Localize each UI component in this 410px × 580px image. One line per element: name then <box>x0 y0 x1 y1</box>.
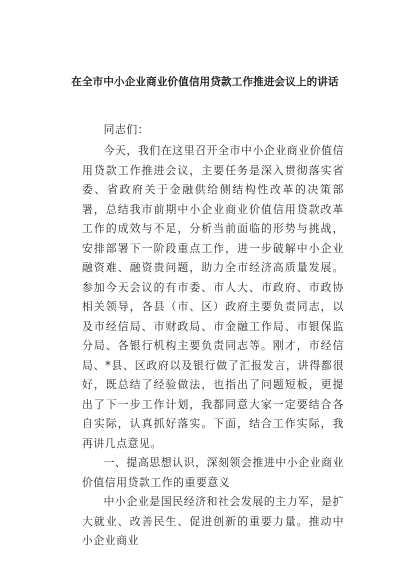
paragraph-section-1: 中小企业是国民经济和社会发展的主力军，是扩大就业、改善民生、促进创新的重要力量。推动中小企业商业 <box>82 495 344 547</box>
section-heading-1: 一、提高思想认识，深刻领会推进中小企业商业价值信用贷款工作的重要意义 <box>82 456 344 489</box>
paragraph-opening: 今天，我们在这里召开全市中小企业商业价值信用贷款工作推进会议，主要任务是深入贯彻落实省委、省政府关于金融供给侧结构性改革的决策部署，总结我市前期中小企业商业价值信用贷款改革工作的成效与不足，分析当前面临的形势与挑战，安排部署下一阶段重点工作，进一步破解中小企业融资难、融资贵问题，助力全市经济高质量发展。参加今天会议的有市委、市人大、市政府、市政协相关领导，各县（市、区）政府主要负责同志，以及市经信局、市财政局、市金融工作局、市银保监分局、各银行机构主要负责同志等。刚才，市经信局、*县、区政府以及银行做了汇报发言，讲得都很好，既总结了经验做法，也指出了问题短板，更提出了下一步工作计划，我都同意大家一定要结合各自实际，认真抓好落实。下面，结合工作实际，我再讲几点意见。 <box>82 144 344 450</box>
document-body <box>82 120 344 551</box>
document-title: 在全市中小企业商业价值信用贷款工作推进会议上的讲话 <box>71 76 339 88</box>
salutation: 同志们： <box>103 123 150 136</box>
